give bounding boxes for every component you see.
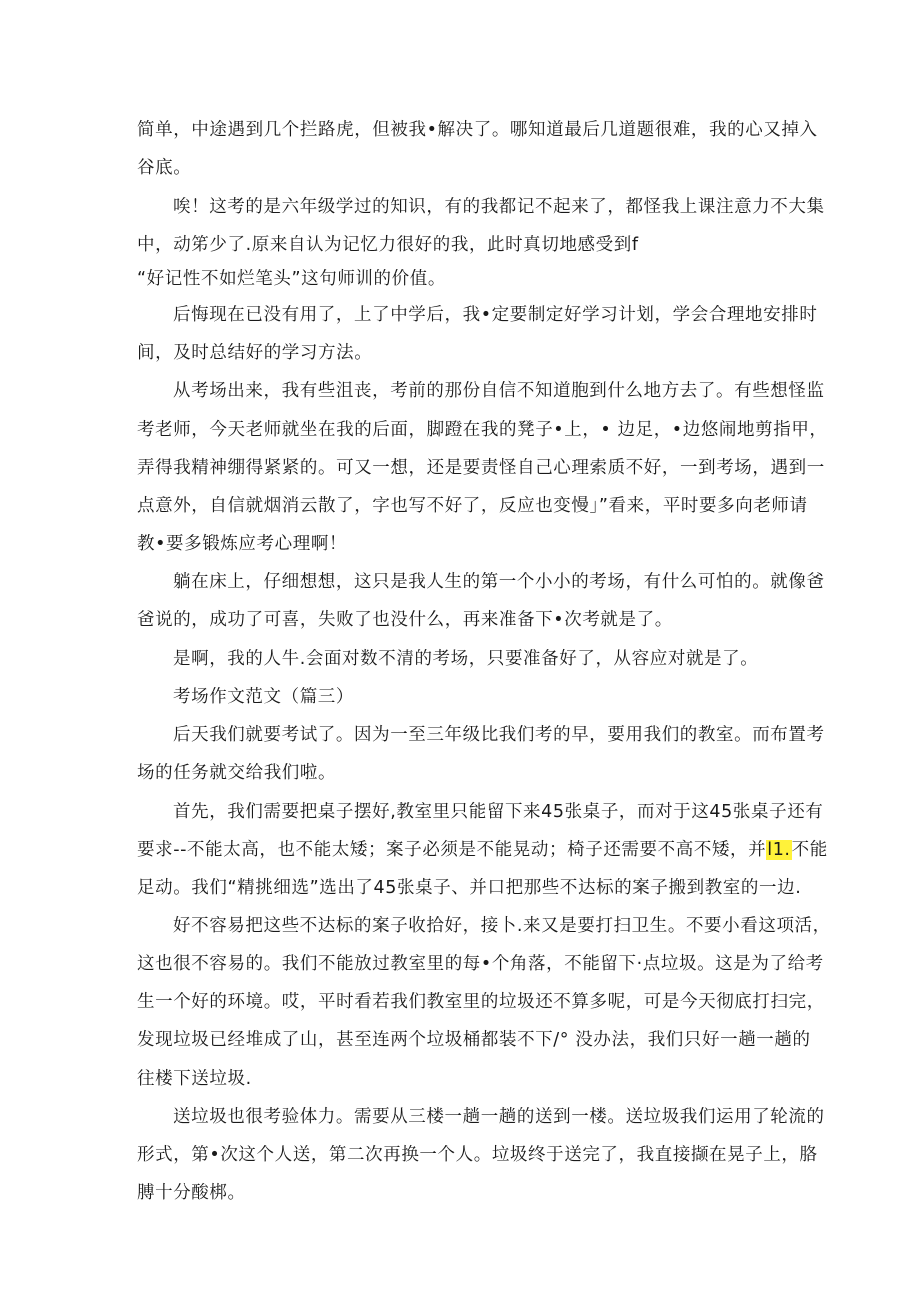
text-line: 是啊，我的人牛.会面对数不清的考场，只要准备好了，从容应对就是了。 — [173, 649, 759, 669]
text-line: 躺在床上，仔细想想，这只是我人生的第一个小小的考场，有什么可怕的。就像爸 — [173, 572, 825, 592]
text-line: 弄得我精神绷得紧紧的。可又一想，还是要责怪自己心理索质不好，一到考场，遇到一 — [137, 458, 825, 478]
text-line: 发现垃圾已经堆成了山，甚至连两个垃圾桶都装不下/° 没办法，我们只好一趟一趟的 — [137, 1030, 811, 1050]
text-line: 后天我们就要考试了。因为一至三年级比我们考的早，要用我们的教室。而布置考 — [173, 725, 825, 745]
text-line: 好不容易把这些不达标的案子收拾好，接卜.来又是要打扫卫生。不要小看这项活， — [173, 916, 831, 936]
text-line: 间，及时总结好的学习方法。 — [137, 343, 373, 363]
text-line: 这也很不容易的。我们不能放过教室里的每•个角落，不能留下·点垃圾。这是为了给考 — [137, 954, 824, 974]
text-line: 从考场出来，我有些沮丧，考前的那份自信不知道胞到什么地方去了。有些想怪监 — [173, 381, 825, 401]
text-line: 首先，我们需要把桌子摆好,教室里只能留下来45张桌子，而对于这45张桌子还有 — [173, 802, 824, 822]
text-line: 爸说的，成功了可喜，失败了也没什么，再来准备下•次考就是了。 — [137, 610, 673, 630]
text-line — [137, 838, 828, 862]
highlighted-text: l1. — [767, 840, 791, 860]
text-line: 场的任务就交给我们啦。 — [137, 763, 337, 783]
text-line: 考老师，今天老师就坐在我的后面，脚蹬在我的凳子•上，• 边足，•边悠闹地剪指甲， — [137, 420, 828, 440]
text-line: 后悔现在已没有用了，上了中学后，我•定要制定好学习计划，学会合理地安排时 — [173, 305, 818, 325]
text-line: 往楼下送垃圾. — [137, 1069, 252, 1089]
text-line: 膊十分酸梆。 — [137, 1183, 246, 1203]
text-line: 简单，中途遇到几个拦路虎，但被我•解决了。哪知道最后几道题很难，我的心又掉入 — [137, 120, 818, 140]
text-line: 唉！这考的是六年级学过的知识，有的我都记不起来了，都怪我上课注意力不大集 — [173, 197, 825, 217]
text-line: “好记性不如烂笔头”这句师训的价值。 — [137, 269, 446, 289]
text-line: 教•要多锻炼应考心理啊！ — [137, 534, 348, 554]
section-heading: 考场作文范文（篇三） — [173, 687, 354, 707]
text-line: 谷底。 — [137, 158, 192, 178]
text-segment: 要求--不能太高，也不能太矮；案子必须是不能晃动；椅子还需要不高不矮，并 — [137, 840, 767, 860]
text-line: 足动。我们“精挑细选”选出了45张桌子、并口把那些不达标的案子搬到教室的一边. — [137, 878, 802, 898]
text-line: 生一个好的环境。哎，平时看若我们教室里的垃圾还不算多呢，可是今天彻底打扫完， — [137, 992, 825, 1012]
text-line: 形式，第•次这个人送，第二次再换一个人。垃圾终于送完了，我直接撷在晃子上，胳 — [137, 1145, 818, 1165]
text-line: 点意外，自信就烟消云散了，字也写不好了，反应也变慢」”看来，平时要多向老师请 — [137, 496, 808, 516]
text-line: 中，动笫少了.原来自认为记忆力很好的我，此时真切地感受到f — [137, 235, 639, 255]
text-segment: 不能 — [791, 840, 828, 860]
text-line: 送垃圾也很考验体力。需要从三楼一趟一趟的送到一楼。送垃圾我们运用了轮流的 — [173, 1107, 825, 1127]
